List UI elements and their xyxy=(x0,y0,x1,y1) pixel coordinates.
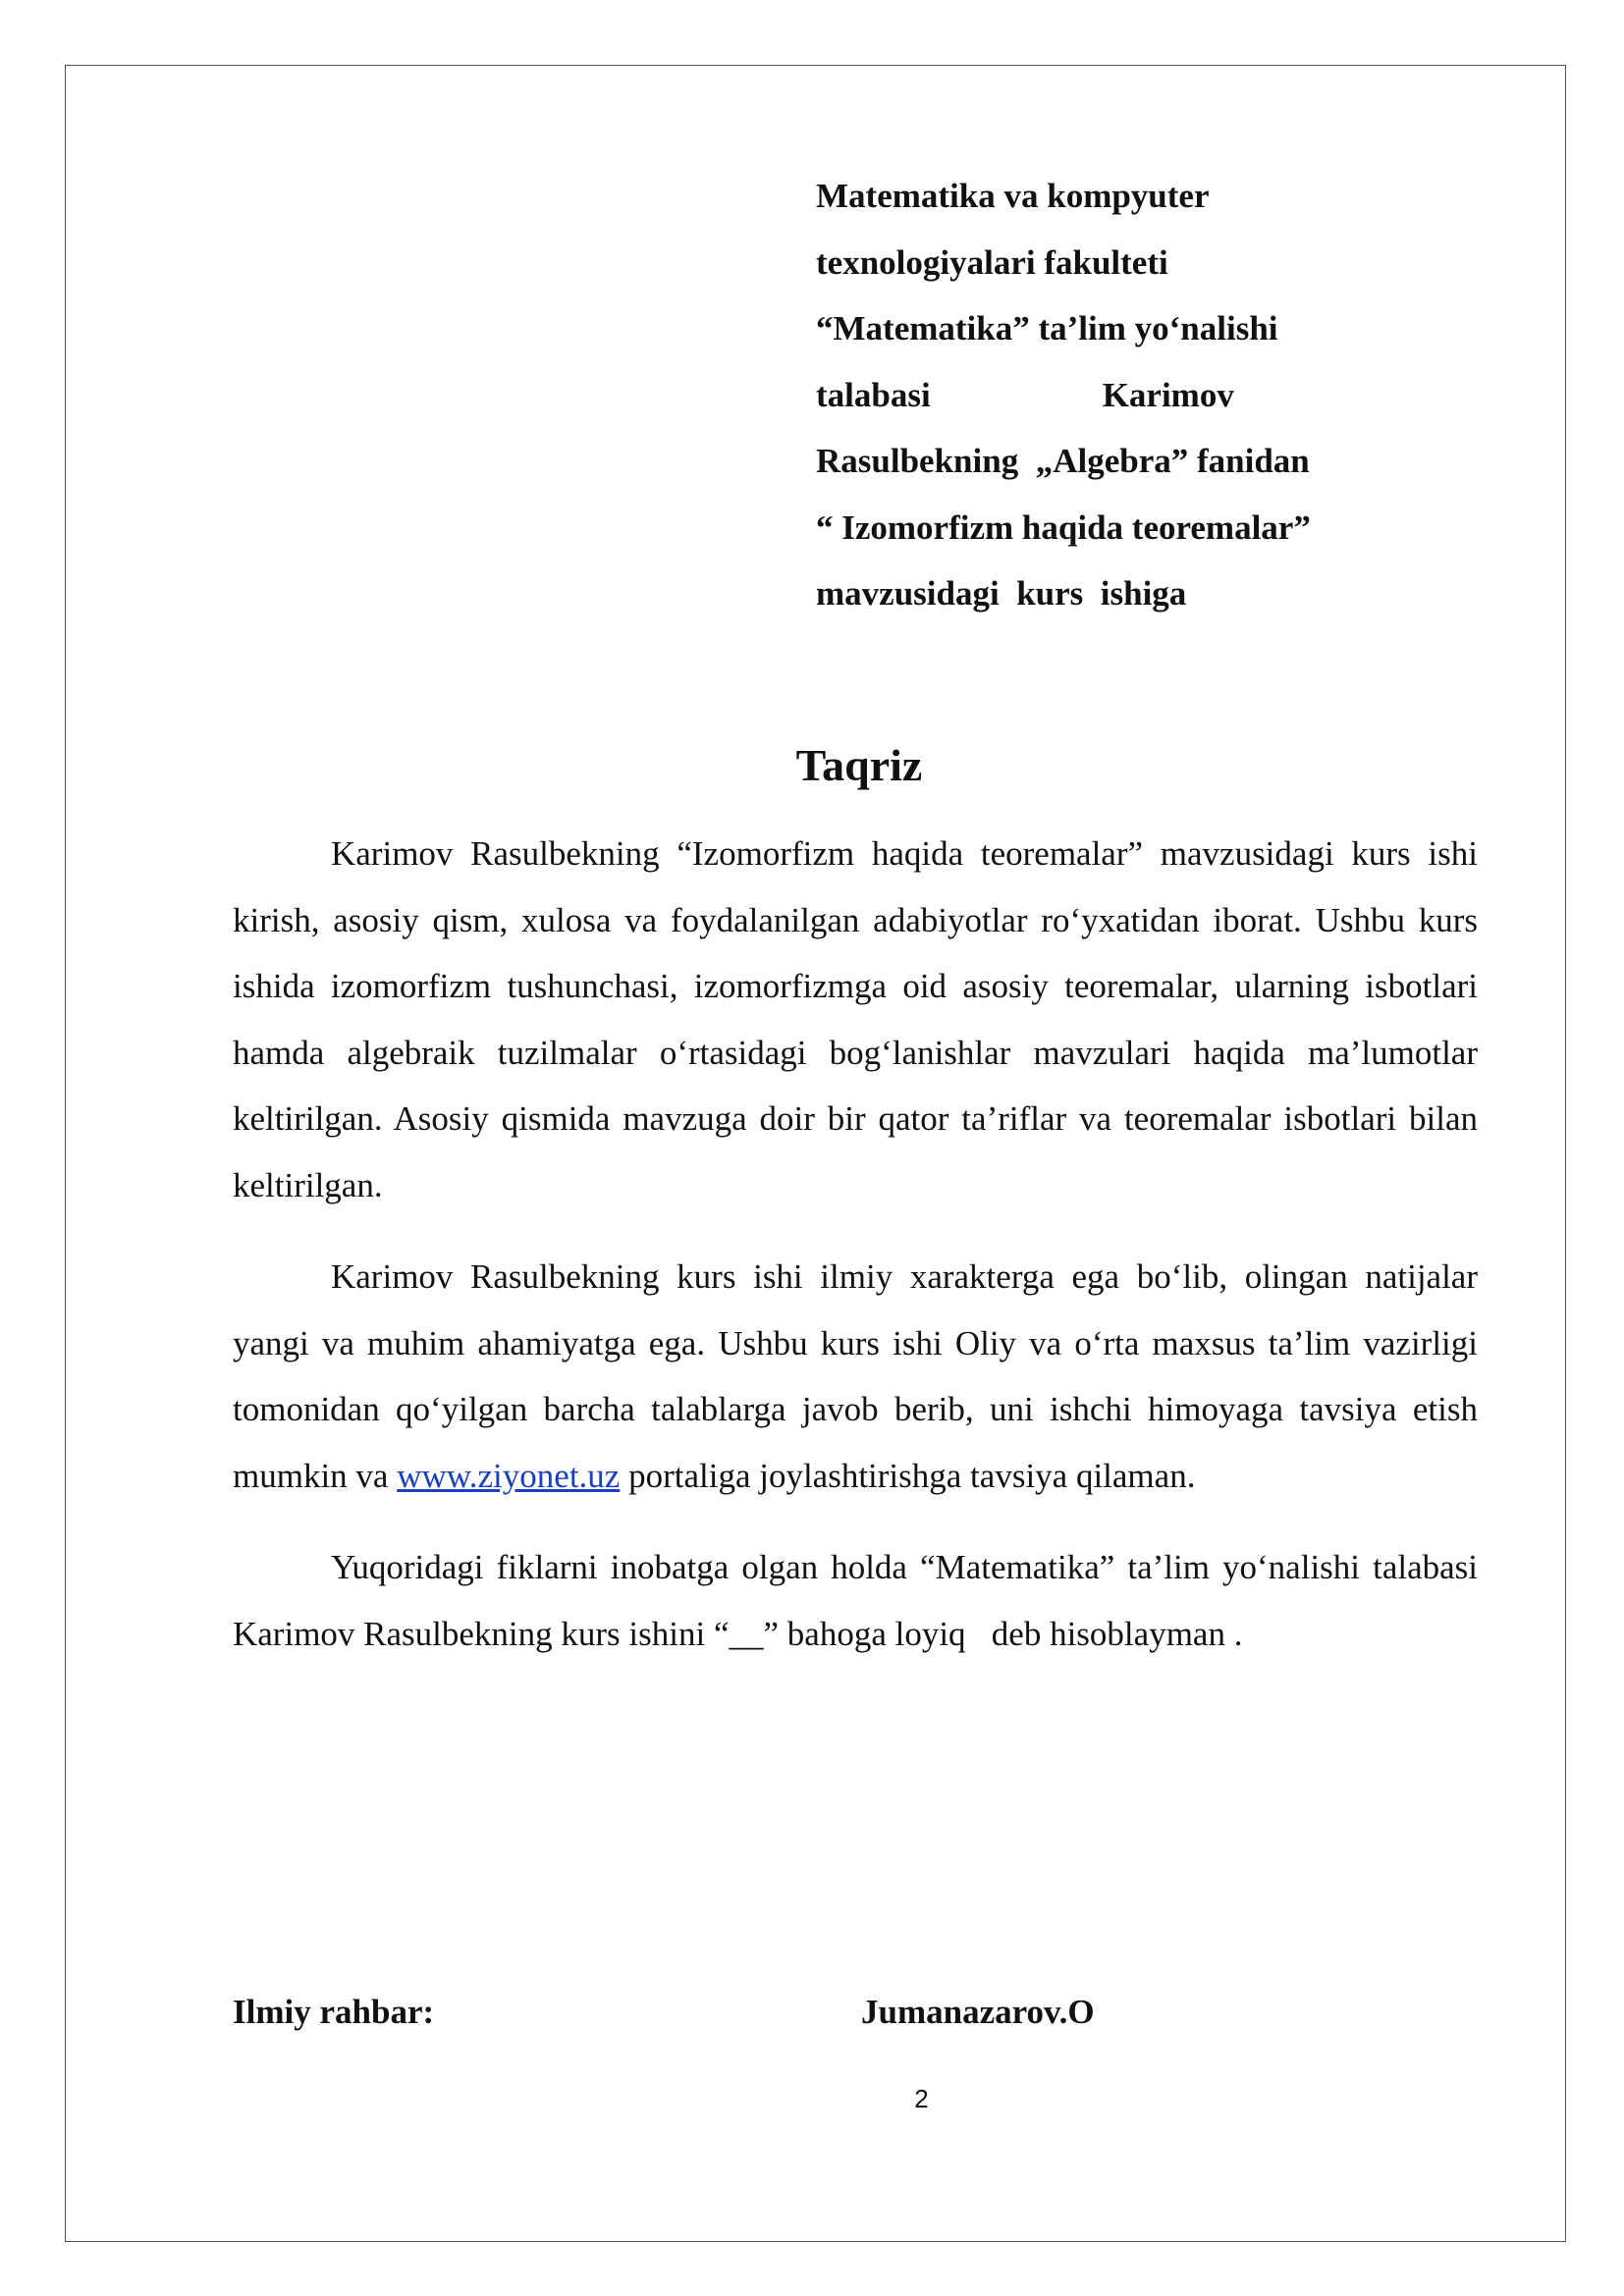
addressee-line: “ Izomorfizm haqida teoremalar” xyxy=(816,507,1311,547)
paragraph-text: Karimov Rasulbekning kurs ishi ilmiy xarakterga ega bo‘lib, olingan natijalar yangi va muhim ahamiyatga ega. Ushbu kurs ishi Oliy va o‘rta maxsus ta’lim vazirligi tomonidan qo‘yilgan barcha talablarga javob berib, uni ishchi himoyaga tavsiya etish mumkin va xyxy=(233,1257,1478,1495)
paragraph-summary: Karimov Rasulbekning “Izomorfizm haqida teoremalar” mavzusidagi kurs ishi kirish, asosiy qism, xulosa va foydalanilgan adabiyotlar ro‘yxatidan iborat. Ushbu kurs ishida izomorfizm tushunchasi, izomorfizmga oid asosiy teoremalar, ularning isbotlari hamda algebraik tuzilmalar o‘rtasidagi bog‘lanishlar mavzulari haqida ma’lumotlar keltirilgan. Asosiy qismida mavzuga doir bir qator ta’riflar va teoremalar isbotlari bilan keltirilgan. xyxy=(233,834,1478,1204)
addressee-line: mavzusidagi kurs ishiga xyxy=(816,574,1187,613)
review-body xyxy=(233,821,1487,1667)
supervisor-name: Jumanazarov.O xyxy=(861,1993,1095,2031)
addressee-line: Rasulbekning „Algebra” fanidan xyxy=(816,442,1310,480)
addressee-block xyxy=(816,163,1376,627)
addressee-line: Matematika va kompyuter xyxy=(816,177,1210,215)
page-number: 2 xyxy=(914,2084,929,2113)
supervisor-label: Ilmiy rahbar: xyxy=(233,1993,435,2031)
paragraph-conclusion: Yuqoridagi fiklarni inobatga olgan holda “Matematika” ta’lim yo‘nalishi talabasi Karimov Rasulbekning kurs ishini “__” bahoga loyiq deb hisoblayman . xyxy=(233,1548,1487,1653)
paragraph-text: portaliga joylashtirishga tavsiya qilaman. xyxy=(620,1456,1196,1495)
addressee-line: texnologiyalari fakulteti xyxy=(816,242,1168,282)
ziyonet-link[interactable]: www.ziyonet.uz xyxy=(397,1456,621,1495)
addressee-line: talabasi Karimov xyxy=(816,375,1234,414)
paragraph-assessment xyxy=(233,1244,1478,1509)
document-title: Taqriz xyxy=(795,740,923,790)
addressee-line: “Matematika” ta’lim yo‘nalishi xyxy=(816,309,1278,347)
